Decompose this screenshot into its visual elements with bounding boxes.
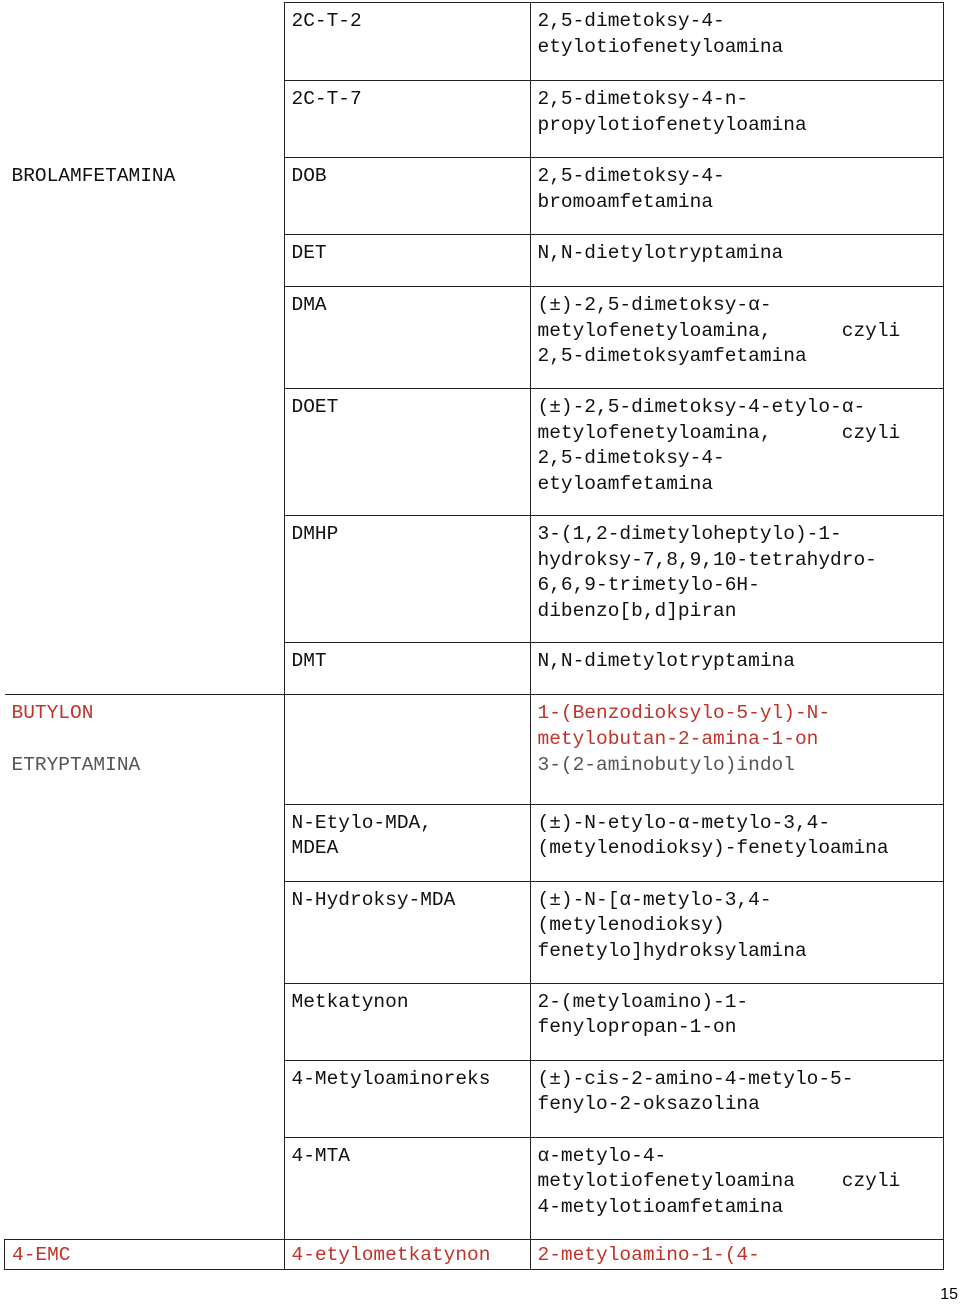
common-name xyxy=(5,1137,285,1239)
chemical-name: 2-metyloamino-1-(4- xyxy=(530,1239,944,1269)
table-row xyxy=(5,752,944,804)
chemical-name: N,N-dimetylotryptamina xyxy=(530,643,944,695)
table-row xyxy=(5,287,944,389)
abbreviation xyxy=(284,752,530,804)
abbreviation xyxy=(284,695,530,753)
chemical-name: 2-(metyloamino)-1- fenylopropan-1-on xyxy=(530,983,944,1060)
table-row xyxy=(5,158,944,235)
common-name xyxy=(5,804,285,881)
common-name xyxy=(5,643,285,695)
chemical-name: (±)-cis-2-amino-4-metylo-5- fenylo-2-oksazolina xyxy=(530,1060,944,1137)
table-row xyxy=(5,1060,944,1137)
common-name xyxy=(5,287,285,389)
abbreviation: DET xyxy=(284,235,530,287)
abbreviation: DOET xyxy=(284,389,530,516)
chemical-name: 2,5-dimetoksy-4-n- propylotiofenetyloamina xyxy=(530,81,944,158)
abbreviation: 2C-T-2 xyxy=(284,3,530,81)
common-name xyxy=(5,1060,285,1137)
table-row xyxy=(5,389,944,516)
chemical-name: (±)-N-etylo-α-metylo-3,4- (metylenodioksy)-fenetyloamina xyxy=(530,804,944,881)
abbreviation: 4-MTA xyxy=(284,1137,530,1239)
abbreviation: 4-Metyloaminoreks xyxy=(284,1060,530,1137)
table-row xyxy=(5,1239,944,1269)
common-name: BROLAMFETAMINA xyxy=(11,164,176,187)
common-name: BUTYLON xyxy=(5,695,285,753)
abbreviation: 4-etylometkatynon xyxy=(284,1239,530,1269)
chemical-name: 3-(2-aminobutylo)indol xyxy=(530,752,944,804)
table-row xyxy=(5,643,944,695)
abbreviation: Metkatynon xyxy=(284,983,530,1060)
abbreviation: DOB xyxy=(284,158,530,235)
chemical-name: (±)-2,5-dimetoksy-α- metylofenetyloamina, czyli 2,5-dimetoksyamfetamina xyxy=(530,287,944,389)
table-row xyxy=(5,235,944,287)
chemical-name: 1-(Benzodioksylo-5-yl)-N- metylobutan-2-amina-1-on xyxy=(530,695,944,753)
common-name xyxy=(5,881,285,983)
table-row xyxy=(5,1137,944,1239)
common-name xyxy=(5,983,285,1060)
chemical-name: 2,5-dimetoksy-4- etylotiofenetyloamina xyxy=(530,3,944,81)
table-row xyxy=(5,881,944,983)
common-name xyxy=(5,516,285,643)
chemical-name: 2,5-dimetoksy-4- bromoamfetamina xyxy=(530,158,944,235)
substance-table xyxy=(4,2,944,1270)
table-row xyxy=(5,695,944,753)
common-name xyxy=(5,3,285,81)
page-number: 15 xyxy=(940,1286,958,1303)
common-name xyxy=(5,81,285,158)
chemical-name: (±)-2,5-dimetoksy-4-etylo-α- metylofenetyloamina, czyli 2,5-dimetoksy-4- etyloamfetamina xyxy=(530,389,944,516)
common-name: ETRYPTAMINA xyxy=(11,754,141,776)
common-name xyxy=(5,389,285,516)
table-row xyxy=(5,516,944,643)
common-name xyxy=(5,235,285,287)
table-row xyxy=(5,983,944,1060)
abbreviation: DMA xyxy=(284,287,530,389)
abbreviation: N-Etylo-MDA, MDEA xyxy=(284,804,530,881)
chemical-name: α-metylo-4- metylotiofenetyloamina czyli 4-metylotioamfetamina xyxy=(530,1137,944,1239)
abbreviation: DMT xyxy=(284,643,530,695)
table-row xyxy=(5,804,944,881)
table-row xyxy=(5,3,944,81)
abbreviation: DMHP xyxy=(284,516,530,643)
abbreviation: N-Hydroksy-MDA xyxy=(284,881,530,983)
chemical-name: 3-(1,2-dimetyloheptylo)-1- hydroksy-7,8,9,10-tetrahydro- 6,6,9-trimetylo-6H- dibenzo[b,d]piran xyxy=(530,516,944,643)
chemical-name: (±)-N-[α-metylo-3,4- (metylenodioksy) fenetylo]hydroksylamina xyxy=(530,881,944,983)
abbreviation: 2C-T-7 xyxy=(284,81,530,158)
chemical-name: N,N-dietylotryptamina xyxy=(530,235,944,287)
table-row xyxy=(5,81,944,158)
common-name: 4-EMC xyxy=(5,1239,285,1269)
